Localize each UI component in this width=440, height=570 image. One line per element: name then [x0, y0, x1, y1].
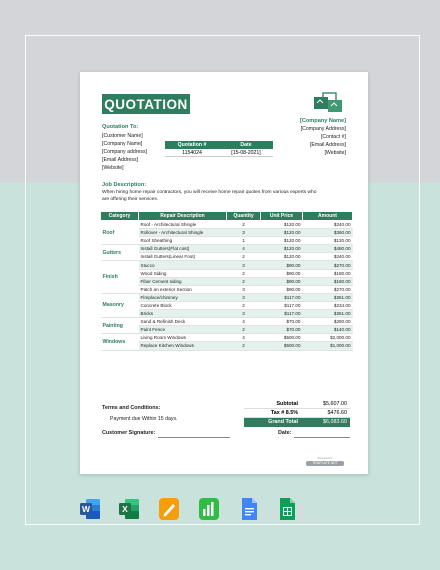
amount-cell: $140.00 — [303, 326, 353, 334]
grand-total-label: Grand Total — [268, 419, 298, 425]
table-row — [101, 277, 353, 285]
quantity-cell: 3 — [227, 285, 261, 293]
customer-email: [Email Address] — [102, 157, 139, 163]
totals-block — [244, 400, 350, 427]
numbers-icon[interactable] — [198, 497, 220, 521]
job-description-text — [102, 189, 316, 203]
quantity-cell: 3 — [227, 310, 261, 318]
quantity-cell: 3 — [227, 293, 261, 301]
quotation-meta-header — [165, 141, 273, 149]
unit-price-cell: $70.00 — [261, 326, 303, 334]
repair-items-table — [100, 211, 353, 351]
quotation-to-heading: Quotation To: — [102, 124, 139, 130]
amount-cell: $180.00 — [303, 277, 353, 285]
document-title: QUOTATION — [102, 94, 190, 114]
quotation-number-value: 1154024 — [182, 150, 202, 156]
description-cell: Replace Kitchen Windows — [139, 342, 227, 350]
unit-price-cell: $117.00 — [261, 293, 303, 301]
description-cell: Bricks — [139, 310, 227, 318]
subtotal-label: Subtotal — [276, 401, 298, 407]
description-cell: Roof Sheathing — [139, 237, 227, 245]
unit-price-cell: $120.00 — [261, 237, 303, 245]
customer-signature-label: Customer Signature: — [102, 430, 156, 436]
amount-cell: $351.00 — [303, 293, 353, 301]
company-block — [301, 125, 346, 157]
amount-cell: $2,000.00 — [303, 334, 353, 342]
amount-cell: $1,000.00 — [303, 342, 353, 350]
unit-price-cell: $90.00 — [261, 285, 303, 293]
quantity-cell: 4 — [227, 334, 261, 342]
amount-cell: $120.00 — [303, 237, 353, 245]
table-row — [101, 326, 353, 334]
amount-cell: $270.00 — [303, 261, 353, 269]
subtotal-row — [244, 400, 350, 409]
tax-row — [244, 409, 350, 418]
quantity-cell: 4 — [227, 318, 261, 326]
unit-price-cell: $120.00 — [261, 253, 303, 261]
category-cell: Masonry — [101, 293, 139, 317]
quotation-meta-table — [165, 141, 273, 157]
date-value: [15-08-2021] — [231, 150, 261, 156]
amount-cell: $270.00 — [303, 285, 353, 293]
customer-website: [Website] — [102, 165, 124, 171]
table-row — [101, 221, 353, 229]
unit-price-cell: $70.00 — [261, 318, 303, 326]
unit-price-cell: $90.00 — [261, 277, 303, 285]
table-row — [101, 334, 353, 342]
table-row — [101, 301, 353, 309]
grand-total-row — [244, 418, 350, 427]
quotation-number-header: Quotation # — [177, 142, 207, 148]
amount-cell: $360.00 — [303, 229, 353, 237]
table-row — [101, 318, 353, 326]
brand-small-text: Designed by — [317, 457, 333, 460]
job-description-heading: Job Description: — [102, 182, 147, 188]
quantity-cell: 2 — [227, 277, 261, 285]
quantity-cell: 4 — [227, 245, 261, 253]
description-cell: Concrete Block — [139, 301, 227, 309]
description-cell: Patch an exterior Section — [139, 285, 227, 293]
amount-cell: $480.00 — [303, 245, 353, 253]
company-email: [Email Address] — [309, 142, 346, 148]
quantity-cell: 3 — [227, 261, 261, 269]
table-row — [101, 342, 353, 350]
job-description-line-2: are offering their services. — [102, 197, 159, 202]
google-docs-icon[interactable] — [238, 497, 260, 521]
category-cell: Finish — [101, 261, 139, 293]
brand-mark — [306, 457, 344, 467]
company-name: [Company Name] — [299, 118, 346, 124]
customer-company-address: [Company address] — [102, 149, 147, 155]
description-cell: Rollover - Architectural Shingle — [139, 229, 227, 237]
customer-company-name: [Company Name] — [102, 141, 143, 147]
amount-cell: $240.00 — [303, 253, 353, 261]
table-row — [101, 237, 353, 245]
job-description-line-1: When hiring home repair contractors, you will receive home repair quotes from various experts who — [102, 190, 317, 195]
brand-name: TEMPLATE.NET — [306, 461, 344, 466]
unit-price-header: Unit Price — [261, 212, 303, 221]
quantity-cell: 2 — [227, 342, 261, 350]
amount-cell: $351.00 — [303, 310, 353, 318]
unit-price-cell: $120.00 — [261, 229, 303, 237]
excel-icon[interactable] — [118, 497, 140, 521]
unit-price-cell: $500.00 — [261, 342, 303, 350]
description-cell: Fiber Cement siding — [139, 277, 227, 285]
date-line — [294, 437, 350, 438]
company-contact: [Contact #] — [320, 134, 346, 140]
amount-header: Amount — [303, 212, 353, 221]
company-logo-icon — [314, 91, 344, 115]
category-cell: Roof — [101, 221, 139, 245]
date-label: Date: — [278, 430, 292, 436]
quotation-to-block — [102, 132, 147, 172]
table-row — [101, 269, 353, 277]
description-cell: Sand & Refinish Deck — [139, 318, 227, 326]
unit-price-cell: $120.00 — [261, 221, 303, 229]
description-cell: Install Gutters(Linear Foot) — [139, 253, 227, 261]
description-cell: Roof - Architectural Shingle — [139, 221, 227, 229]
description-cell: Wood Siding — [139, 269, 227, 277]
unit-price-cell: $117.00 — [261, 301, 303, 309]
quantity-header: Quantity — [227, 212, 261, 221]
description-cell: Stucco — [139, 261, 227, 269]
description-cell: Fireplace/chimney — [139, 293, 227, 301]
tax-label: Tax # 8.5% — [270, 410, 298, 416]
app-format-icons — [0, 497, 440, 521]
unit-price-cell: $90.00 — [261, 269, 303, 277]
terms-text: Payment due Within 15 days. — [110, 416, 178, 422]
quantity-cell: 2 — [227, 301, 261, 309]
date-header: Date — [240, 142, 252, 148]
terms-heading: Terms and Conditions: — [102, 405, 161, 411]
table-row — [101, 285, 353, 293]
quantity-cell: 2 — [227, 221, 261, 229]
company-website: [Website] — [324, 150, 346, 156]
table-row — [101, 261, 353, 269]
category-cell: Painting — [101, 318, 139, 334]
table-row — [101, 253, 353, 261]
table-header-row — [101, 212, 353, 221]
description-cell: Living Room Windows — [139, 334, 227, 342]
grand-total-value: $6,083.60 — [323, 419, 347, 425]
table-row — [101, 229, 353, 237]
unit-price-cell: $120.00 — [261, 245, 303, 253]
unit-price-cell: $117.00 — [261, 310, 303, 318]
amount-cell: $280.00 — [303, 318, 353, 326]
amount-cell: $234.00 — [303, 301, 353, 309]
company-address: [Company Address] — [300, 126, 346, 132]
signature-line — [158, 437, 230, 438]
quotation-meta-values — [165, 149, 273, 157]
tax-value: $476.60 — [327, 410, 347, 416]
category-cell: Windows — [101, 334, 139, 350]
unit-price-cell: $90.00 — [261, 261, 303, 269]
unit-price-cell: $500.00 — [261, 334, 303, 342]
subtotal-value: $5,607.00 — [323, 401, 347, 407]
category-cell: Gutters — [101, 245, 139, 261]
svg-text:X: X — [122, 504, 128, 515]
quantity-cell: 1 — [227, 237, 261, 245]
table-row — [101, 310, 353, 318]
amount-cell: $180.00 — [303, 269, 353, 277]
quantity-cell: 2 — [227, 253, 261, 261]
pages-icon[interactable] — [158, 497, 180, 521]
table-row — [101, 293, 353, 301]
category-header: Category — [101, 212, 139, 221]
svg-text:W: W — [81, 504, 91, 515]
word-icon[interactable] — [79, 497, 101, 521]
google-sheets-icon[interactable] — [276, 497, 298, 521]
quantity-cell: 2 — [227, 326, 261, 334]
table-row — [101, 245, 353, 253]
quantity-cell: 2 — [227, 269, 261, 277]
quantity-cell: 3 — [227, 229, 261, 237]
table-body — [101, 221, 353, 351]
description-cell: Paint Fence — [139, 326, 227, 334]
customer-name: [Customer Name] — [102, 133, 143, 139]
quotation-document — [80, 72, 368, 474]
amount-cell: $240.00 — [303, 221, 353, 229]
description-header: Repair Description — [139, 212, 227, 221]
description-cell: Install Gutters(Flat cost) — [139, 245, 227, 253]
